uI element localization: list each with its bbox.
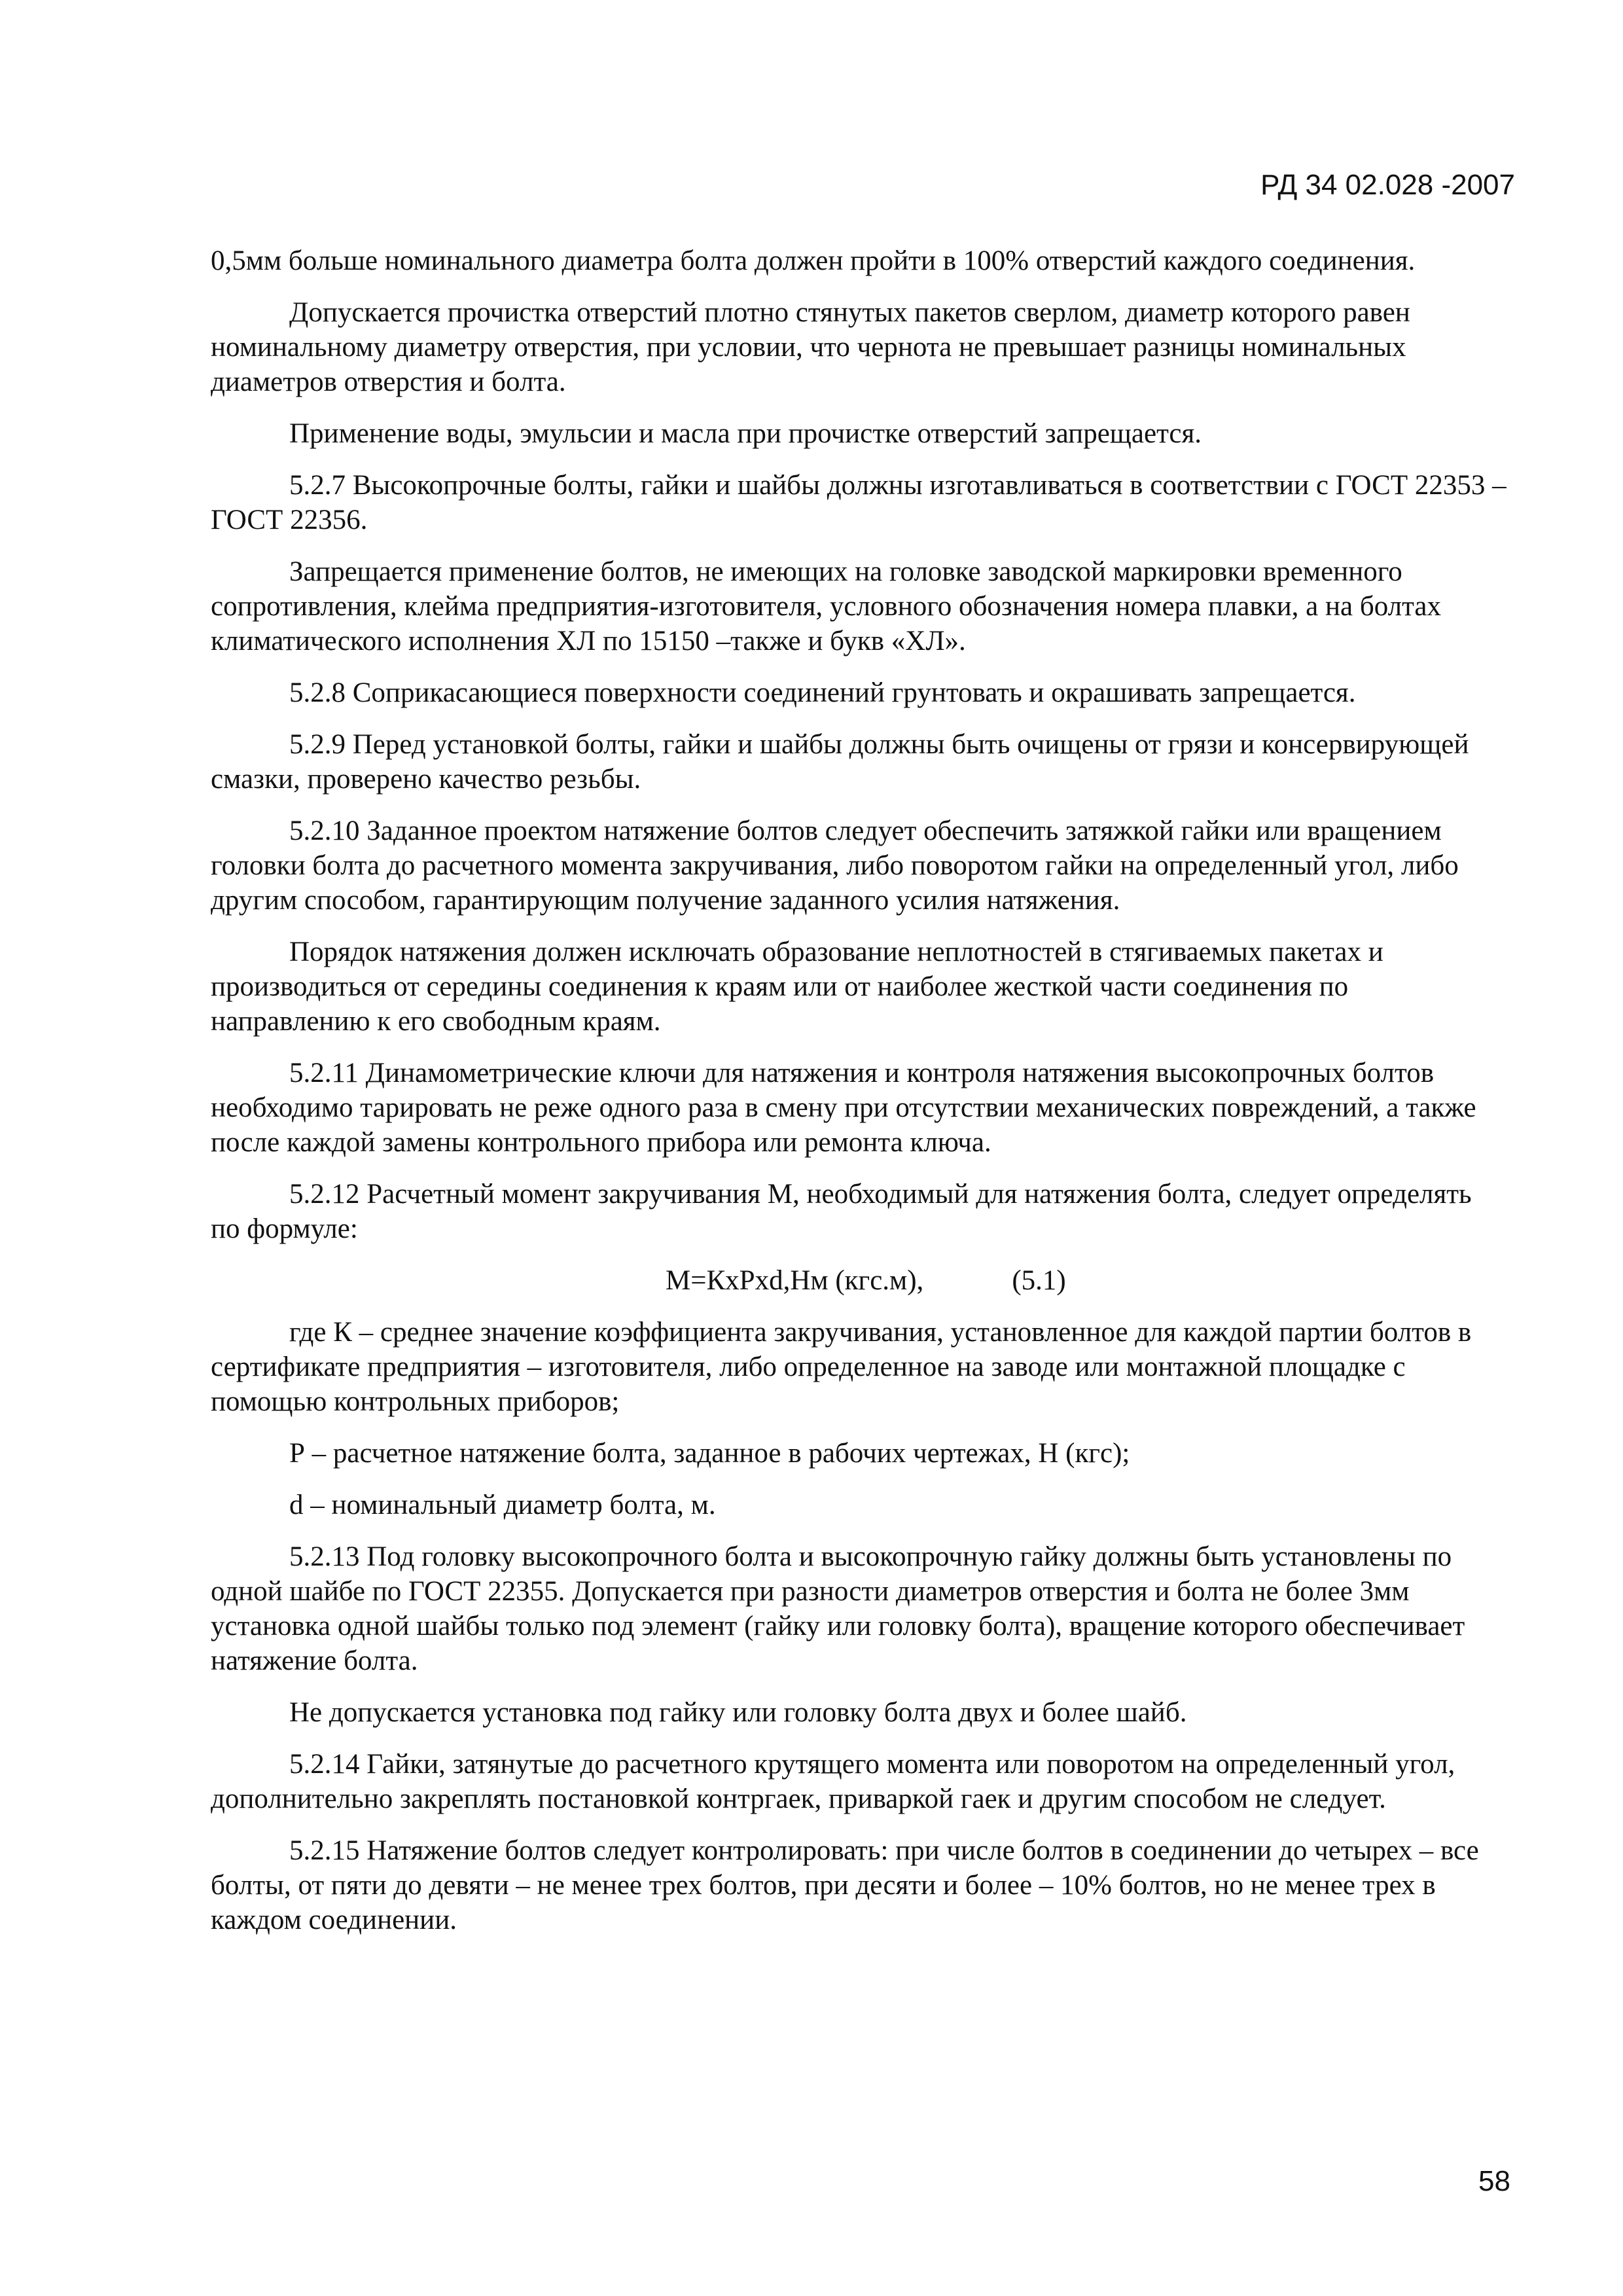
paragraph: 5.2.13 Под головку высокопрочного болта и высокопрочную гайку должны быть установлены по одной шайбе по ГОСТ 22355. Допускается при разности диаметров отверстия и болта не более 3мм установка одной шайбы только под элемент (гайку или головку болта), вращение которого обеспечивает натяжение болта. [211,1541,1465,1676]
document-body [211,243,1507,1954]
paragraph: 5.2.8 Соприкасающиеся поверхности соединений грунтовать и окрашивать запрещается. [289,677,1356,708]
paragraph: 5.2.10 Заданное проектом натяжение болтов следует обеспечить затяжкой гайки или вращением головки болта до расчетного момента закручивания, либо поворотом гайки на определенный угол, либо другим способом, гарантирующим получение заданного усилия натяжения. [211,816,1459,916]
formula-expression: М=КхPxd,Нм (кгс.м), [666,1265,924,1296]
page-number: 58 [1478,2165,1510,2197]
paragraph: 5.2.15 Натяжение болтов следует контролировать: при числе болтов в соединении до четырех – все болты, от пяти до девяти – не менее трех болтов, при десяти и более – 10% болтов, но не менее трех в каждом соединении. [211,1835,1479,1935]
paragraph: Допускается прочистка отверстий плотно стянутых пакетов сверлом, диаметр которого равен номинальному диаметру отверстия, при условии, что чернота не превышает разницы номинальных диаметров отверстия и болта. [211,297,1410,397]
paragraph: где К – среднее значение коэффициента закручивания, установленное для каждой партии болтов в сертификате предприятия – изготовителя, либо определенное на заводе или монтажной площадке с помощью контрольных приборов; [211,1317,1472,1417]
paragraph: 5.2.9 Перед установкой болты, гайки и шайбы должны быть очищены от грязи и консервирующей смазки, проверено качество резьбы. [211,729,1469,795]
formula-line [211,1263,1507,1298]
paragraph: 5.2.11 Динамометрические ключи для натяжения и контроля натяжения высокопрочных болтов необходимо тарировать не реже одного раза в смену при отсутствии механических повреждений, а также после каждой замены контрольного прибора или ремонта ключа. [211,1058,1476,1158]
document-code-header: РД 34 02.028 -2007 [1260,169,1515,201]
paragraph: Порядок натяжения должен исключать образование неплотностей в стягиваемых пакетах и производиться от середины соединения к краям или от наиболее жесткой части соединения по направлению к его свободным краям. [211,937,1383,1037]
paragraph: Применение воды, эмульсии и масла при прочистке отверстий запрещается. [289,418,1202,449]
paragraph: Запрещается применение болтов, не имеющих на головке заводской маркировки временного сопротивления, клейма предприятия-изготовителя, условного обозначения номера плавки, а на болтах климатического исполнения ХЛ по 15150 –также и букв «ХЛ». [211,556,1441,656]
paragraph: Не допускается установка под гайку или головку болта двух и более шайб. [289,1697,1187,1728]
paragraph: Р – расчетное натяжение болта, заданное в рабочих чертежах, Н (кгс); [289,1438,1130,1469]
paragraph: d – номинальный диаметр болта, м. [289,1490,716,1520]
paragraph: 0,5мм больше номинального диаметра болта должен пройти в 100% отверстий каждого соединения. [211,245,1416,276]
paragraph: 5.2.12 Расчетный момент закручивания М, необходимый для натяжения болта, следует определять по формуле: [211,1179,1472,1244]
paragraph: 5.2.7 Высокопрочные болты, гайки и шайбы должны изготавливаться в соответствии с ГОСТ 22353 – ГОСТ 22356. [211,470,1507,535]
paragraph: 5.2.14 Гайки, затянутые до расчетного крутящего момента или поворотом на определенный угол, дополнительно закреплять постановкой контргаек, приваркой гаек и другим способом не следует. [211,1749,1455,1814]
formula-number: (5.1) [1012,1265,1066,1296]
